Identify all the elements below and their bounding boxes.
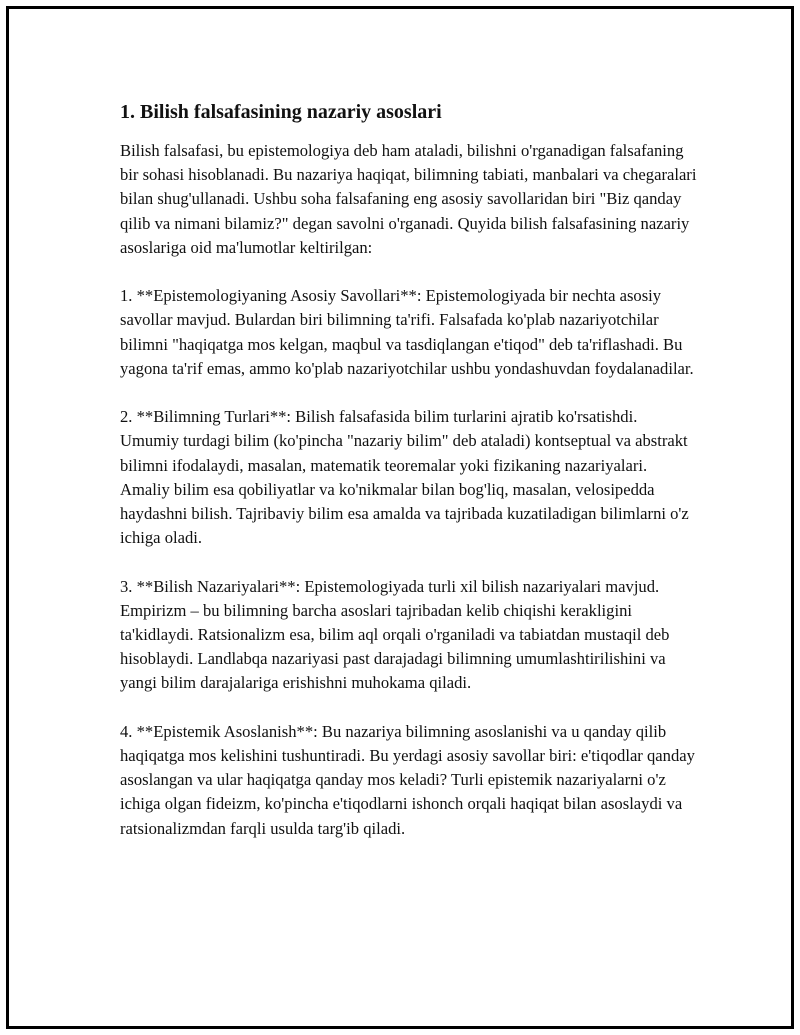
paragraph-4: 4. **Epistemik Asoslanish**: Bu nazariya bilimning asoslanishi va u qanday qilib haqiqatga mos kelishini tushuntiradi. Bu yerdagi asosiy savollar biri: e'tiqodlar qanday asoslangan va ular haqiqatga qanday mos keladi? Turli epistemik nazariyalarni o'z ichiga olgan fideizm, ko'pincha e'tiqodlarni ishonch orqali haqiqat bilan asoslaydi va ratsionalizmdan farqli usulda targ'ib qiladi. [120, 721, 695, 838]
document-title: 1. Bilish falsafasining nazariy asoslari [120, 101, 442, 123]
paragraph-2: 2. **Bilimning Turlari**: Bilish falsafasida bilim turlarini ajratib ko'rsatishdi. Umumiy turdagi bilim (ko'pincha "nazariy bilim" deb ataladi) kontseptual va abstrakt bilimni ifodalaydi, masalan, matematik teoremalar yoki fizikaning nazariyalari. Amaliy bilim esa qobiliyatlar va ko'nikmalar bilan bog'liq, masalan, velosipedda haydashni bilish. Tajribaviy bilim esa amalda va tajribada kuzatiladigan bilimlarni o'z ichiga oladi. [120, 407, 689, 548]
paragraph-1: 1. **Epistemologiyaning Asosiy Savollari**: Epistemologiyada bir nechta asosiy savollar mavjud. Bulardan biri bilimning ta'rifi. Falsafada ko'plab nazariyotchilar bilimni "haqiqatga mos kelgan, maqbul va tasdiqlangan e'tiqod" deb ta'riflashadi. Bu yagona ta'rif emas, ammo ko'plab nazariyotchilar ushbu yondashuvdan foydalanadilar. [120, 286, 694, 378]
document-body [120, 97, 700, 865]
paragraph-intro: Bilish falsafasi, bu epistemologiya deb ham ataladi, bilishni o'rganadigan falsafaning bir sohasi hisoblanadi. Bu nazariya haqiqat, bilimning tabiati, manbalari va chegaralari bilan shug'ullanadi. Ushbu soha falsafaning eng asosiy savollaridan biri "Biz qanday qilib va nimani bilamiz?" degan savolni o'rganadi. Quyida bilish falsafasining nazariy asoslariga oid ma'lumotlar keltirilgan: [120, 141, 697, 257]
document-page [6, 6, 794, 1029]
paragraph-3: 3. **Bilish Nazariyalari**: Epistemologiyada turli xil bilish nazariyalari mavjud. Empirizm – bu bilimning barcha asoslari tajribadan kelib chiqishi kerakligini ta'kidlaydi. Ratsionalizm esa, bilim aql orqali o'rganiladi va tabiatdan mustaqil deb hisoblaydi. Landlabqa nazariyasi past darajadagi bilimning umumlashtirilishini va yangi bilim darajalariga erishishni muhokama qiladi. [120, 576, 670, 693]
